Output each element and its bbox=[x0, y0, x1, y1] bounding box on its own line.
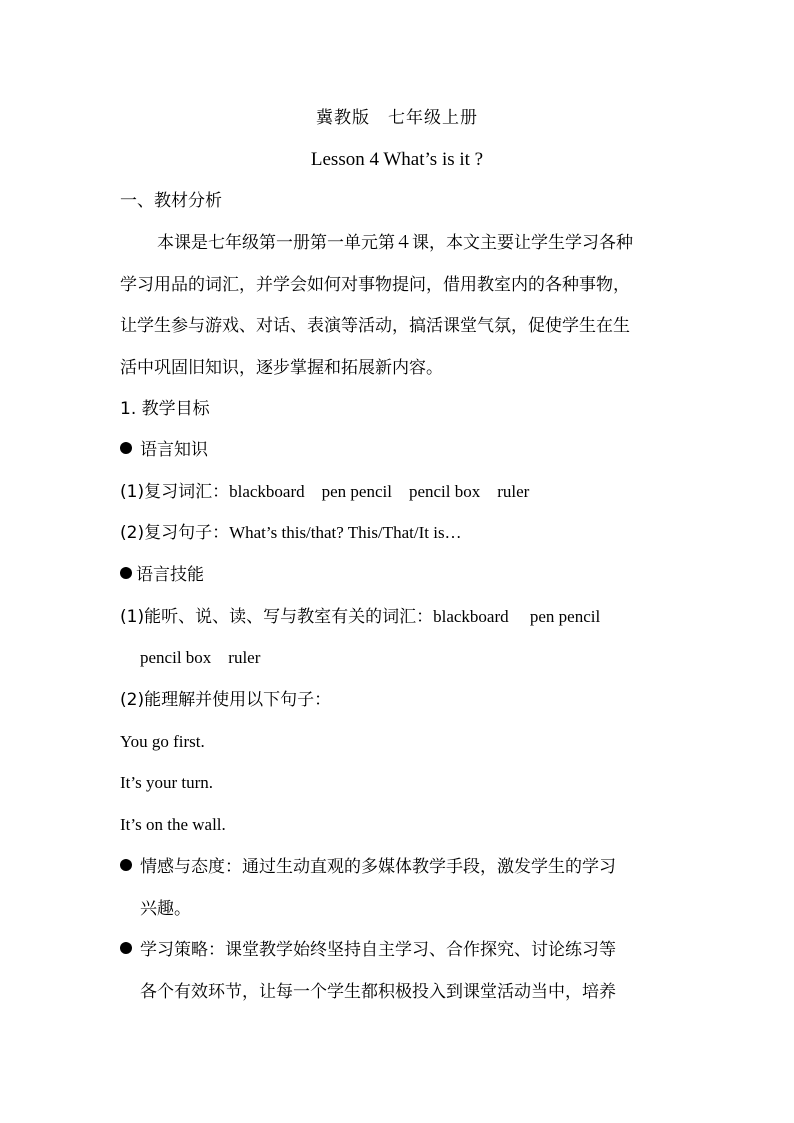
strategy-line-1: 学习策略：课堂教学始终坚持自主学习、合作探究、讨论练习等 bbox=[140, 940, 616, 960]
goals-heading: 1. 教学目标 bbox=[120, 399, 210, 419]
language-knowledge-label: 语言知识 bbox=[140, 440, 208, 460]
language-knowledge-item bbox=[120, 438, 680, 462]
sentence-review-line bbox=[120, 521, 680, 545]
analysis-line-3: 让学生参与游戏、对话、表演等活动，搞活课堂气氛，促使学生在生 bbox=[120, 316, 630, 336]
language-skills-label: 语言技能 bbox=[136, 565, 204, 585]
analysis-line-1: 本课是七年级第一册第一单元第４课，本文主要让学生学习各种 bbox=[157, 233, 633, 253]
analysis-line-4: 活中巩固旧知识，逐步掌握和拓展新内容。 bbox=[120, 358, 443, 378]
sentence-review-text: What’s this/that? This/That/It is… bbox=[229, 523, 462, 542]
example-sentence-3: It’s on the wall. bbox=[120, 815, 226, 834]
example-sentence-2: It’s your turn. bbox=[120, 773, 214, 792]
lesson-subtitle: Lesson 4 What’s is it ? bbox=[310, 149, 484, 170]
skills-sentence-intro: (2)能理解并使用以下句子： bbox=[120, 690, 332, 710]
section-heading-analysis: 一、教材分析 bbox=[120, 191, 222, 211]
bullet-icon bbox=[120, 567, 132, 579]
bullet-icon bbox=[120, 859, 132, 871]
bullet-icon bbox=[120, 942, 132, 954]
example-sentence-1: You go first. bbox=[120, 732, 205, 751]
skills-vocab-prefix: (1)能听、说、读、写与教室有关的词汇： bbox=[120, 607, 434, 627]
language-skills-item bbox=[120, 563, 680, 587]
vocab-review-words: blackboard pen pencil pencil box ruler bbox=[229, 482, 530, 501]
vocab-review-prefix: (1)复习词汇： bbox=[120, 482, 230, 502]
attitude-item bbox=[120, 855, 680, 879]
skills-vocab-line bbox=[120, 605, 680, 629]
strategy-item bbox=[120, 938, 680, 962]
strategy-line-2: 各个有效环节，让每一个学生都积极投入到课堂活动当中，培养 bbox=[140, 982, 616, 1002]
attitude-line-2: 兴趣。 bbox=[140, 899, 191, 919]
vocab-review-line bbox=[120, 480, 680, 504]
sentence-review-prefix: (2)复习句子： bbox=[120, 523, 230, 543]
document-title: 冀教版 七年级上册 bbox=[316, 108, 478, 128]
bullet-icon bbox=[120, 442, 132, 454]
analysis-line-2: 学习用品的词汇，并学会如何对事物提问，借用教室内的各种事物， bbox=[120, 275, 630, 295]
attitude-line-1: 情感与态度：通过生动直观的多媒体教学手段，激发学生的学习 bbox=[140, 857, 616, 877]
skills-vocab-words-b: pencil box ruler bbox=[140, 648, 261, 667]
skills-vocab-words-a: blackboard pen pencil bbox=[433, 607, 601, 626]
